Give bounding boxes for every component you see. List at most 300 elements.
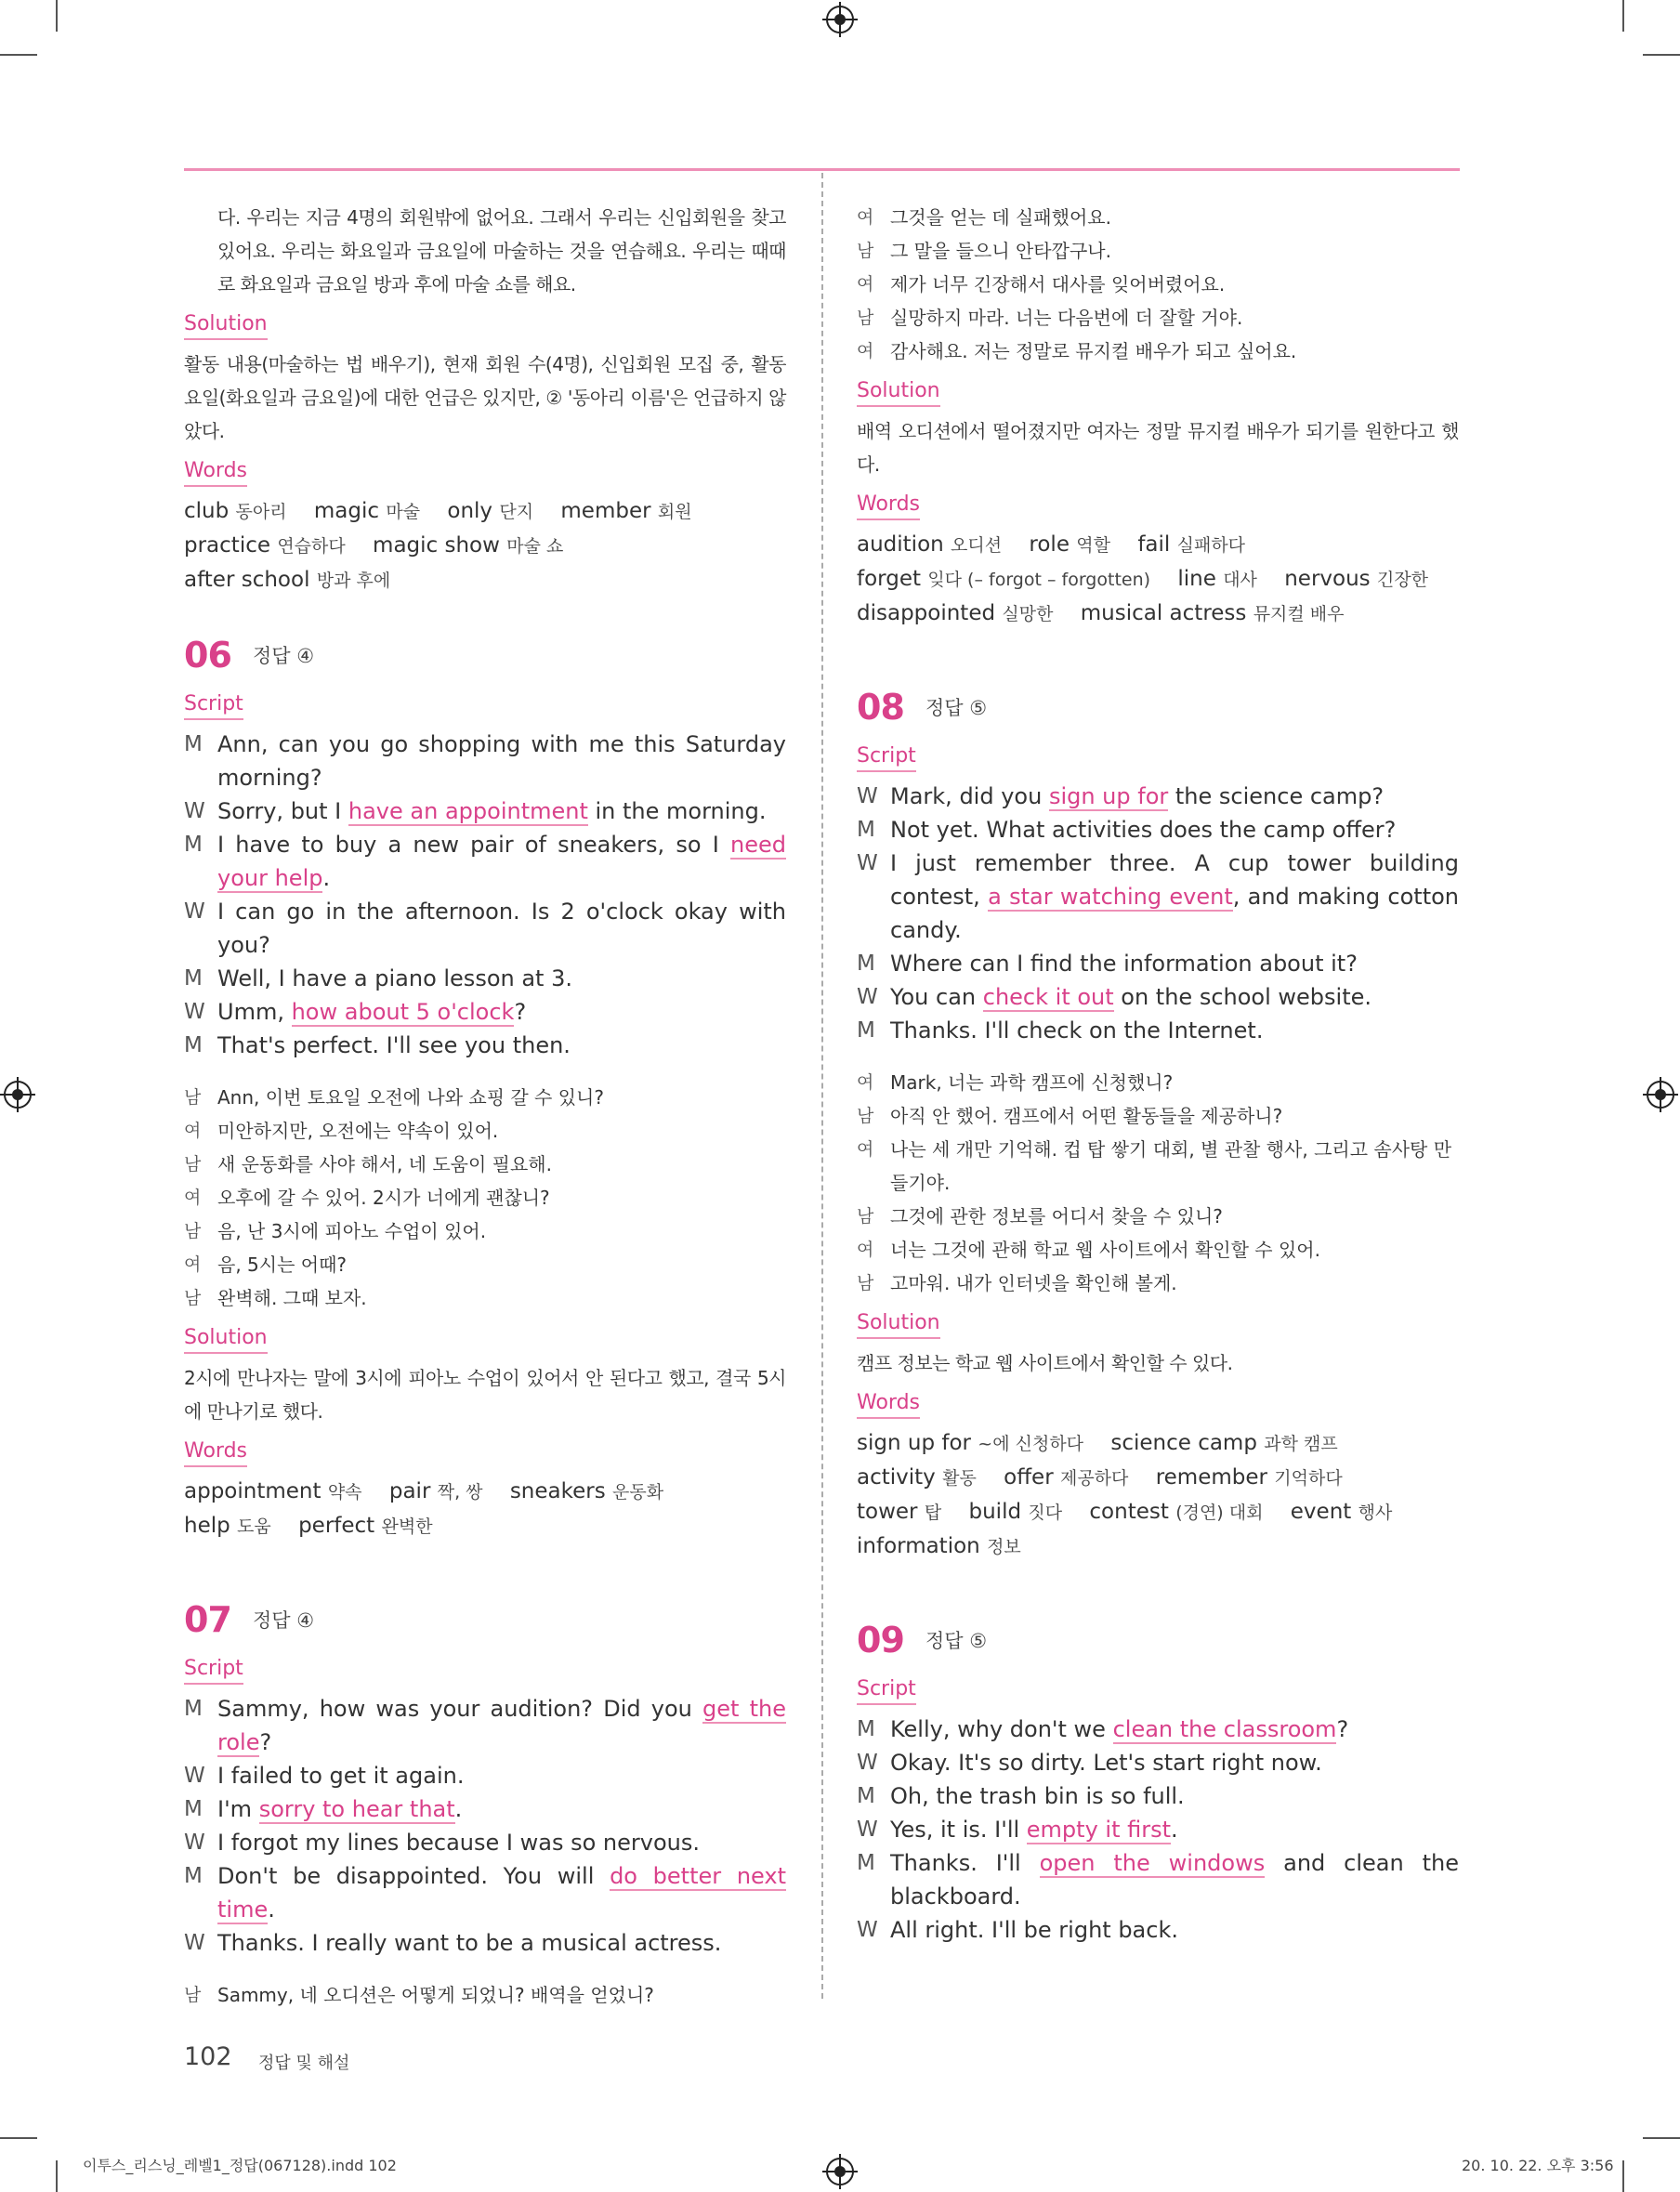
header-rule	[184, 168, 1460, 171]
word-entry	[857, 1461, 997, 1495]
script-text: I failed to get it again.	[217, 1763, 465, 1789]
speaker-label: 여	[857, 1139, 874, 1160]
left-column	[184, 201, 786, 2012]
word-english: after school	[184, 568, 310, 592]
dictation-highlight: empty it first	[1026, 1817, 1172, 1843]
translation-text: 그 말을 들으니 안타깝구나.	[890, 240, 1111, 262]
word-korean: 마술 쇼	[506, 536, 564, 557]
word-korean: 완벽한	[381, 1516, 433, 1537]
word-english: tower	[857, 1500, 918, 1524]
translation-text: 오후에 갈 수 있어. 2시가 너에게 괜찮니?	[217, 1187, 550, 1209]
korean-translation-q06	[184, 1081, 786, 1315]
translation-text: 음, 5시는 어때?	[217, 1254, 348, 1276]
solution-label: Solution	[857, 377, 940, 407]
word-korean: 짝, 쌍	[437, 1482, 483, 1503]
word-english: sign up for	[857, 1431, 971, 1455]
speaker-label: M	[184, 732, 203, 756]
script-text: That's perfect. I'll see you then.	[217, 1032, 571, 1058]
speaker-label: W	[857, 784, 878, 808]
word-entry	[857, 528, 1022, 562]
crop-mark	[1622, 2160, 1624, 2192]
word-entry	[373, 529, 584, 563]
speaker-label: 여	[857, 1072, 874, 1093]
script-line	[857, 780, 1459, 813]
word-korean: 탑	[924, 1503, 942, 1523]
script-text: .	[322, 865, 331, 891]
speaker-label: 여	[857, 1240, 874, 1260]
script-text: Thanks. I'll	[890, 1850, 1040, 1876]
word-entry	[184, 494, 308, 529]
script-text: ?	[514, 999, 527, 1025]
word-korean: 역할	[1076, 535, 1111, 556]
word-english: role	[1029, 532, 1070, 557]
word-korean: 제공하다	[1059, 1468, 1129, 1489]
word-entry	[1137, 528, 1266, 562]
translation-text: 새 운동화를 사야 해서, 네 도움이 필요해.	[217, 1153, 552, 1175]
word-entry	[1110, 1426, 1358, 1461]
speaker-label: 여	[857, 341, 874, 361]
crop-mark	[56, 0, 58, 32]
speaker-label: M	[857, 1851, 875, 1875]
script-line	[184, 1029, 786, 1062]
solution-text-q07: 배역 오디션에서 떨어졌지만 여자는 정말 뮤지컬 배우가 되기를 원한다고 했다.	[857, 420, 1459, 476]
script-label: Script	[857, 742, 916, 772]
translation-line	[857, 301, 1459, 335]
word-korean: 단지	[499, 502, 534, 522]
crop-mark	[1622, 0, 1624, 32]
word-english: offer	[1004, 1465, 1054, 1490]
word-english: practice	[184, 533, 270, 558]
script-label: Script	[857, 1675, 916, 1705]
dictation-highlight: need your help	[217, 832, 786, 891]
script-text: Yes, it is. I'll	[890, 1817, 1027, 1843]
word-korean: 정보	[987, 1537, 1021, 1557]
script-line	[857, 1846, 1459, 1913]
word-entry	[184, 1475, 383, 1509]
translation-line	[857, 1066, 1459, 1099]
question-header-08	[857, 687, 1459, 728]
script-text: in the morning.	[587, 798, 767, 824]
speaker-label: 남	[184, 1087, 202, 1108]
script-text: ?	[1336, 1716, 1349, 1742]
translation-text: 아직 안 했어. 캠프에서 어떤 활동들을 제공하니?	[890, 1105, 1283, 1127]
crop-mark	[0, 2137, 37, 2139]
words-list-q08	[857, 1426, 1459, 1564]
word-english: pair	[388, 1479, 431, 1503]
question-number: 06	[184, 635, 231, 676]
speaker-label: M	[857, 1018, 875, 1043]
word-english: fail	[1137, 532, 1171, 557]
translation-text: 그것에 관한 정보를 어디서 찾을 수 있니?	[890, 1205, 1223, 1227]
script-text: Where can I find the information about it?	[890, 951, 1358, 977]
word-entry	[1089, 1495, 1283, 1529]
word-korean: 도움	[237, 1516, 271, 1537]
dictation-highlight: a star watching event	[988, 884, 1233, 910]
word-english: help	[184, 1514, 230, 1538]
word-entry	[1156, 1461, 1363, 1495]
script-line	[857, 1913, 1459, 1947]
script-label: Script	[184, 1655, 243, 1685]
column-divider	[821, 173, 823, 1999]
translation-line	[857, 335, 1459, 368]
script-text: Thanks. I really want to be a musical actress.	[217, 1930, 722, 1956]
script-line	[184, 1859, 786, 1926]
script-line	[184, 828, 786, 895]
script-text: .	[454, 1796, 463, 1822]
word-english: activity	[857, 1465, 936, 1490]
crop-mark	[56, 2160, 58, 2192]
script-q08	[857, 780, 1459, 1047]
speaker-label: M	[184, 833, 203, 857]
translation-text: 고마워. 내가 인터넷을 확인해 볼게.	[890, 1272, 1177, 1294]
translation-text: Sammy, 네 오디션은 어떻게 되었니? 배역을 얻었니?	[217, 1984, 654, 2006]
speaker-label: W	[857, 1751, 878, 1775]
words-list-q06	[184, 1475, 786, 1543]
word-english: event	[1290, 1500, 1352, 1524]
script-line	[857, 1779, 1459, 1813]
translation-line	[184, 1248, 786, 1281]
section-title: 정답 및 해설	[258, 2054, 350, 2073]
speaker-label: M	[184, 1033, 203, 1057]
speaker-label: W	[857, 1918, 878, 1942]
word-korean: 오디션	[951, 535, 1003, 556]
answer-label: 정답 ④	[252, 645, 315, 667]
speaker-label: 남	[857, 1106, 874, 1126]
translation-text: 나는 세 개만 기억해. 컵 탑 쌓기 대회, 별 관찰 행사, 그리고 솜사탕 만들기야.	[890, 1138, 1452, 1194]
registration-mark-icon	[826, 2158, 854, 2185]
speaker-label: M	[184, 1864, 203, 1888]
script-line	[857, 1713, 1459, 1746]
script-line	[184, 1692, 786, 1759]
translation-line	[857, 234, 1459, 268]
question-number: 09	[857, 1620, 904, 1660]
speaker-label: M	[857, 1784, 875, 1808]
script-text: Mark, did you	[890, 783, 1049, 809]
script-label: Script	[184, 690, 243, 720]
translation-text: 너는 그것에 관해 학교 웹 사이트에서 확인할 수 있어.	[890, 1239, 1320, 1261]
word-entry	[1284, 562, 1449, 597]
script-line	[184, 962, 786, 995]
word-korean: 동아리	[235, 502, 287, 522]
word-entry	[298, 1509, 453, 1543]
word-korean: 회원	[657, 502, 692, 522]
dictation-highlight: clean the classroom	[1112, 1716, 1337, 1742]
word-korean: 활동	[942, 1468, 977, 1489]
script-text: Thanks. I'll check on the Internet.	[890, 1017, 1264, 1043]
word-entry	[857, 1495, 962, 1529]
words-list-q07	[857, 528, 1459, 631]
script-text: I just remember three. A cup tower building contest,	[890, 850, 1459, 910]
solution-label: Solution	[184, 1324, 268, 1354]
translation-line	[184, 1148, 786, 1181]
word-korean: 과학 캠프	[1264, 1434, 1338, 1454]
speaker-label: M	[184, 966, 203, 991]
speaker-label: 남	[857, 308, 874, 328]
word-entry	[510, 1475, 684, 1509]
word-korean: 대사	[1223, 570, 1257, 590]
word-entry	[447, 494, 554, 529]
word-english: line	[1177, 567, 1216, 591]
word-entry	[857, 597, 1073, 631]
word-korean: 실패하다	[1176, 535, 1246, 556]
script-line	[857, 813, 1459, 847]
script-text: Kelly, why don't we	[890, 1716, 1113, 1742]
script-line	[184, 1926, 786, 1960]
script-text: Ann, can you go shopping with me this Saturday morning?	[217, 731, 786, 791]
script-text: Not yet. What activities does the camp offer?	[890, 817, 1397, 843]
script-line	[184, 995, 786, 1029]
script-line	[184, 1792, 786, 1826]
translation-line	[184, 1214, 786, 1248]
script-text: ?	[259, 1729, 272, 1755]
words-label: Words	[184, 457, 247, 487]
speaker-label: 여	[184, 1188, 202, 1208]
word-english: magic show	[373, 533, 500, 558]
solution-label: Solution	[857, 1309, 940, 1339]
word-entry	[857, 1529, 1042, 1564]
word-entry	[389, 1475, 504, 1509]
translation-line	[184, 1181, 786, 1214]
translation-line	[184, 1114, 786, 1148]
script-line	[857, 947, 1459, 980]
question-header-06	[184, 635, 786, 676]
question-header-07	[184, 1599, 786, 1640]
word-english: disappointed	[857, 601, 996, 625]
right-column	[857, 201, 1459, 1947]
solution-text-q06: 2시에 만나자는 말에 3시에 피아노 수업이 있어서 안 된다고 했고, 결국 5시에 만나기로 했다.	[184, 1367, 786, 1423]
script-text: I'm	[217, 1796, 259, 1822]
word-entry	[1029, 528, 1131, 562]
speaker-label: 남	[184, 1221, 202, 1241]
word-korean: 짓다	[1028, 1503, 1063, 1523]
script-text: You can	[890, 984, 983, 1010]
dictation-highlight: have an appointment	[348, 798, 588, 824]
translation-line	[184, 1281, 786, 1315]
answer-label: 정답 ④	[252, 1609, 315, 1632]
word-english: forget	[857, 567, 921, 591]
translation-line	[857, 1200, 1459, 1233]
translation-line	[857, 201, 1459, 234]
translation-text: Mark, 너는 과학 캠프에 신청했니?	[890, 1071, 1174, 1094]
word-entry	[1004, 1461, 1148, 1495]
word-korean: 운동화	[612, 1482, 664, 1503]
word-english: build	[968, 1500, 1022, 1524]
print-slug-filename: 이투스_리스닝_레벨1_정답(067128).indd 102	[83, 2157, 397, 2174]
word-entry	[184, 563, 411, 597]
speaker-label: W	[184, 1831, 205, 1855]
print-slug-timestamp: 20. 10. 22. 오후 3:56	[1462, 2157, 1614, 2174]
speaker-label: W	[184, 899, 205, 924]
word-english: musical actress	[1080, 601, 1247, 625]
script-text: .	[1171, 1817, 1178, 1843]
crop-mark	[1643, 54, 1680, 56]
word-english: sneakers	[509, 1479, 606, 1503]
speaker-label: W	[184, 1764, 205, 1788]
word-korean: 실망한	[1002, 604, 1054, 624]
korean-translation-q08	[857, 1066, 1459, 1300]
script-line	[857, 980, 1459, 1014]
translation-line	[184, 1081, 786, 1114]
words-label: Words	[857, 491, 920, 520]
page-number: 102	[184, 2042, 232, 2071]
translation-text: 음, 난 3시에 피아노 수업이 있어.	[217, 1220, 487, 1242]
script-line	[857, 1813, 1459, 1846]
korean-translation-q07-cont	[857, 201, 1459, 368]
word-korean: 기억하다	[1274, 1468, 1343, 1489]
word-entry	[857, 562, 1171, 597]
translation-line	[857, 1133, 1459, 1200]
word-english: magic	[313, 499, 380, 523]
translation-line	[857, 1233, 1459, 1267]
speaker-label: M	[857, 818, 875, 842]
dictation-highlight: do better next time	[217, 1863, 786, 1923]
words-label: Words	[857, 1389, 920, 1419]
script-line	[184, 1759, 786, 1792]
word-korean: 방과 후에	[316, 571, 391, 591]
script-text: I can go in the afternoon. Is 2 o'clock okay with you?	[217, 899, 786, 958]
script-text: Don't be disappointed. You will	[217, 1863, 610, 1889]
word-entry	[314, 494, 440, 529]
translation-text: 제가 너무 긴장해서 대사를 잊어버렸어요.	[890, 273, 1226, 295]
word-entry	[184, 529, 366, 563]
word-korean: 연습하다	[277, 536, 346, 557]
word-english: information	[857, 1534, 980, 1558]
word-entry	[1081, 597, 1365, 631]
registration-mark-icon	[1647, 1081, 1674, 1109]
question-number: 08	[857, 687, 904, 728]
word-english: only	[447, 499, 493, 523]
word-entry	[857, 1426, 1104, 1461]
answer-label: 정답 ⑤	[925, 697, 988, 719]
speaker-label: 여	[184, 1121, 202, 1141]
translation-line	[857, 1099, 1459, 1133]
script-text: All right. I'll be right back.	[890, 1917, 1178, 1943]
dictation-highlight: sorry to hear that	[258, 1796, 455, 1822]
registration-mark-icon	[4, 1081, 32, 1109]
word-english: club	[184, 499, 230, 523]
translation-line	[857, 1267, 1459, 1300]
word-korean: 마술	[386, 502, 421, 522]
word-entry	[1291, 1495, 1413, 1529]
answer-label: 정답 ⑤	[925, 1630, 988, 1652]
script-line	[184, 895, 786, 962]
speaker-label: 남	[857, 1206, 874, 1227]
speaker-label: M	[857, 1717, 875, 1741]
script-text: Well, I have a piano lesson at 3.	[217, 965, 572, 991]
translation-text: 감사해요. 저는 정말로 뮤지컬 배우가 되고 싶어요.	[890, 340, 1297, 362]
speaker-label: W	[857, 985, 878, 1009]
dictation-highlight: open the windows	[1039, 1850, 1266, 1876]
solution-text-q08: 캠프 정보는 학교 웹 사이트에서 확인할 수 있다.	[857, 1352, 1233, 1374]
dictation-highlight: get the role	[217, 1696, 786, 1755]
dictation-highlight: how about 5 o'clock	[291, 999, 515, 1025]
speaker-label: 남	[184, 1985, 202, 2005]
script-text: Umm,	[217, 999, 292, 1025]
word-korean: (경연) 대회	[1175, 1503, 1264, 1523]
word-korean: 뮤지컬 배우	[1253, 604, 1345, 624]
speaker-label: 남	[857, 241, 874, 261]
speaker-label: M	[184, 1797, 203, 1821]
solution-text-q05: 활동 내용(마술하는 법 배우기), 현재 회원 수(4명), 신입회원 모집 중, 활동 요일(화요일과 금요일)에 대한 언급은 있지만, ② '동아리 이름'은 언급하지 않았다.	[184, 353, 786, 442]
speaker-label: W	[184, 799, 205, 823]
script-text: the science camp?	[1168, 783, 1385, 809]
speaker-label: W	[857, 1818, 878, 1842]
speaker-label: 여	[857, 207, 874, 228]
dictation-highlight: sign up for	[1048, 783, 1169, 809]
speaker-label: 남	[184, 1154, 202, 1175]
solution-label: Solution	[184, 310, 268, 340]
speaker-label: W	[184, 1931, 205, 1955]
script-text: Sammy, how was your audition? Did you	[217, 1696, 703, 1722]
crop-mark	[0, 54, 37, 56]
script-line	[857, 1014, 1459, 1047]
korean-translation-q05: 다. 우리는 지금 4명의 회원밖에 없어요. 그래서 우리는 신입회원을 찾고 있어요. 우리는 화요일과 금요일에 마술하는 것을 연습해요. 우리는 때때로 화요일과 금요일 방과 후에 마술 쇼를 해요.	[217, 206, 786, 295]
word-english: member	[560, 499, 651, 523]
script-text: , and making cotton candy.	[890, 884, 1460, 943]
speaker-label: 남	[184, 1288, 202, 1308]
speaker-label: 여	[184, 1254, 202, 1275]
speaker-label: M	[857, 952, 875, 976]
script-line	[857, 847, 1459, 947]
word-korean: 긴장한	[1376, 570, 1429, 590]
translation-text: 그것을 얻는 데 실패했어요.	[890, 206, 1111, 229]
word-english: remember	[1155, 1465, 1267, 1490]
script-text: on the school website.	[1113, 984, 1372, 1010]
words-label: Words	[184, 1437, 247, 1467]
word-entry	[560, 494, 712, 529]
speaker-label: M	[184, 1697, 203, 1721]
script-q07	[184, 1692, 786, 1960]
script-text: .	[268, 1897, 275, 1923]
speaker-label: W	[184, 1000, 205, 1024]
word-korean: ~에 신청하다	[978, 1434, 1084, 1454]
script-q09	[857, 1713, 1459, 1947]
word-entry	[184, 1509, 292, 1543]
script-q06	[184, 728, 786, 1062]
word-english: science camp	[1110, 1431, 1257, 1455]
translation-text: 미안하지만, 오전에는 약속이 있어.	[217, 1120, 499, 1142]
words-list-q05	[184, 494, 786, 597]
script-line	[857, 1746, 1459, 1779]
word-english: audition	[857, 532, 944, 557]
word-english: contest	[1089, 1500, 1169, 1524]
word-entry	[1177, 562, 1278, 597]
script-text: I have to buy a new pair of sneakers, so I	[217, 832, 731, 858]
word-korean: 약속	[327, 1482, 362, 1503]
dictation-highlight: check it out	[982, 984, 1114, 1010]
script-text: I forgot my lines because I was so nervous.	[217, 1830, 700, 1856]
word-english: perfect	[298, 1514, 375, 1538]
word-entry	[969, 1495, 1083, 1529]
script-line	[184, 1826, 786, 1859]
word-korean: 행사	[1358, 1503, 1393, 1523]
speaker-label: 여	[857, 274, 874, 295]
translation-line	[184, 1978, 786, 2012]
translation-text: Ann, 이번 토요일 오전에 나와 쇼핑 갈 수 있니?	[217, 1086, 604, 1109]
script-text: and clean the blackboard.	[890, 1850, 1459, 1910]
script-line	[184, 794, 786, 828]
script-text: Oh, the trash bin is so full.	[890, 1783, 1185, 1809]
registration-mark-icon	[826, 6, 854, 33]
crop-mark	[1643, 2137, 1680, 2139]
script-text: Sorry, but I	[217, 798, 348, 824]
word-english: nervous	[1284, 567, 1371, 591]
translation-text: 완벽해. 그때 보자.	[217, 1287, 367, 1309]
speaker-label: W	[857, 851, 878, 875]
script-text: Okay. It's so dirty. Let's start right now.	[890, 1750, 1322, 1776]
korean-translation-q07	[184, 1978, 786, 2012]
translation-text: 실망하지 마라. 너는 다음번에 더 잘할 거야.	[890, 307, 1243, 329]
